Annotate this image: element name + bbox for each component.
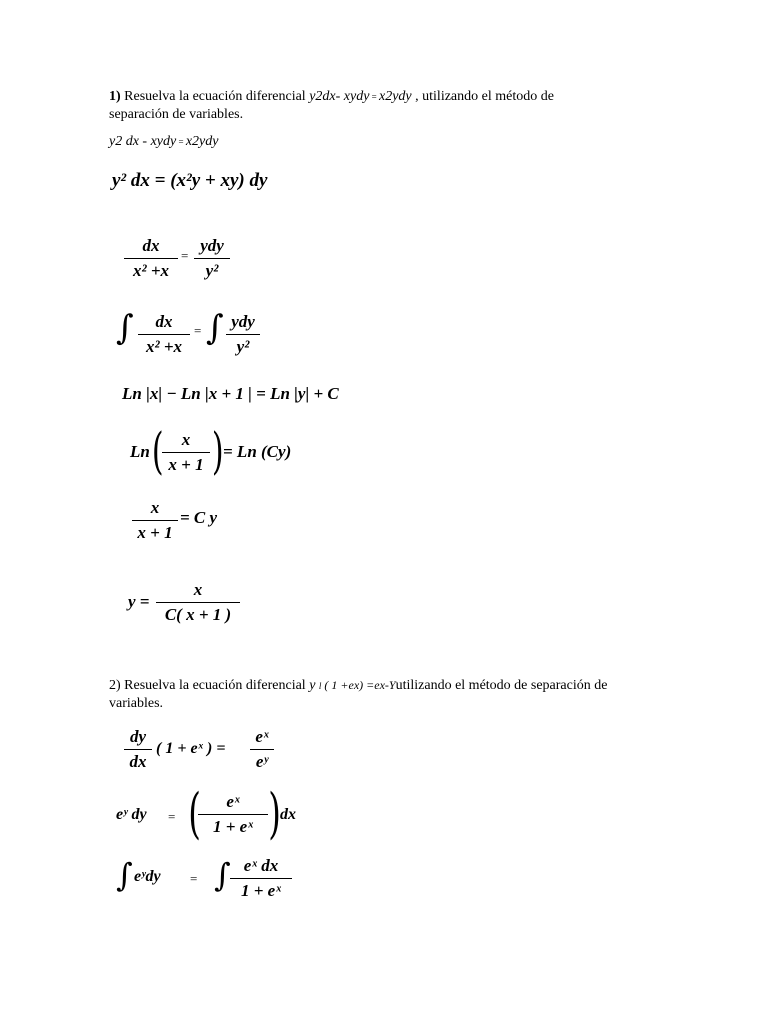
problem-1-number: 1) [109, 89, 121, 104]
problem-1-text-a: Resuelva la ecuación diferencial [120, 89, 310, 104]
p2-step3-den: 1 + eˣ [240, 881, 281, 900]
p2-step3-num: eˣ dx [243, 856, 279, 875]
p2-step3-lhs: eʸdy [134, 868, 161, 885]
p2-step3-fraction [230, 856, 292, 901]
right-paren: ) [268, 782, 281, 845]
fraction-bar [230, 878, 292, 879]
problem-2-text-b: utilizando el método de separación de variables. [109, 678, 608, 711]
left-paren: ( [151, 422, 164, 480]
p2-step2-den: 1 + eˣ [212, 817, 253, 836]
problem-2-number: 2) [109, 678, 121, 693]
fraction-bar [250, 749, 274, 750]
p1-step5-num: x [181, 430, 191, 449]
p1-step3-rhs-den: y² [236, 337, 250, 356]
p1-step6-fraction [132, 498, 178, 543]
fraction-bar [124, 258, 178, 259]
p1-step2-rhs-num: ydy [200, 236, 224, 255]
p2-step1-rhs-fraction [250, 727, 274, 772]
fraction-bar [132, 520, 178, 521]
fraction-bar [124, 749, 152, 750]
integral-sign: ∫ [214, 856, 231, 894]
p2-step1-middle: ( 1 + eˣ ) = [156, 740, 226, 757]
problem-1-equals: = [369, 92, 379, 102]
problem-1-equation-a: y2dx- xydy [309, 89, 370, 104]
p1-step3-lhs-num: dx [155, 312, 173, 331]
problem-2-prime: l [318, 681, 322, 691]
p1-step2-rhs-fraction [194, 236, 230, 281]
problem-2-statement [109, 677, 609, 712]
p1-step5-den: x + 1 [168, 455, 204, 474]
p2-step2-fraction [198, 792, 268, 837]
p1-step2-equals: = [181, 248, 189, 263]
p1-step3-lhs-fraction [138, 312, 190, 357]
right-paren: ) [211, 422, 224, 480]
p2-step1-lhs-fraction [124, 727, 152, 772]
p2-step1-rhs-den: eʸ [255, 752, 269, 771]
p1-step3-equals: = [194, 323, 202, 338]
fraction-bar [194, 258, 230, 259]
p1-step7-num: x [193, 580, 203, 599]
problem-1-text-b: , utilizando el método de separación de variables. [109, 89, 554, 122]
p2-step3-equals: = [190, 871, 198, 886]
fraction-bar [198, 814, 268, 815]
fraction-bar [138, 334, 190, 335]
p1-step7-den: C( x + 1 ) [164, 605, 232, 624]
p1-step3-rhs-fraction [226, 312, 260, 357]
problem-2-equation-b: ( 1 +ex) =ex-Y [321, 678, 396, 692]
p1-step2-lhs-fraction [124, 236, 178, 281]
integral-sign: ∫ [116, 856, 133, 894]
p1-step7-lhs: y = [128, 592, 150, 611]
p1-step5-fraction [162, 430, 210, 475]
integral-sign: ∫ [116, 308, 134, 348]
p2-step1-den: dx [129, 752, 147, 771]
restate-a: y2 dx - xydy [109, 134, 177, 149]
fraction-bar [156, 602, 240, 603]
p1-step2-lhs-num: dx [142, 236, 160, 255]
p1-step6-den: x + 1 [137, 523, 173, 542]
problem-1-equation-b: x2ydy [379, 89, 412, 104]
p1-step2-lhs-den: x² +x [132, 261, 170, 280]
problem-2-text-a: Resuelva la ecuación diferencial [120, 678, 310, 693]
p2-step1-num: dy [129, 727, 147, 746]
p1-step3-rhs-num: ydy [231, 312, 255, 331]
p1-step2-rhs-den: y² [205, 261, 219, 280]
problem-2-equation-a: y [309, 678, 319, 693]
p1-step1-equation: y² dx = (x²y + xy) dy [112, 170, 268, 191]
fraction-bar [162, 452, 210, 453]
p2-step2-equals: = [168, 809, 176, 824]
problem-1-restatement [109, 133, 609, 151]
p2-step2-lhs: eʸ dy [116, 806, 147, 823]
problem-1-statement [109, 88, 609, 123]
p1-step4-equation: Ln |x| − Ln |x + 1 | = Ln |y| + C [122, 384, 339, 403]
p2-step1-rhs-num: eˣ [255, 727, 269, 746]
p1-step3-lhs-den: x² +x [145, 337, 183, 356]
p2-step2-dx: dx [280, 806, 296, 823]
p1-step5-ln: Ln [130, 442, 150, 461]
left-paren: ( [188, 782, 201, 845]
p1-step6-num: x [150, 498, 160, 517]
p1-step6-rhs: = C y [180, 508, 218, 527]
p1-step7-fraction [156, 580, 240, 625]
restate-equals: = [176, 137, 186, 147]
integral-sign: ∫ [206, 308, 224, 348]
p2-step2-num: eˣ [226, 792, 240, 811]
fraction-bar [226, 334, 260, 335]
p1-step5-rhs: = Ln (Cy) [223, 442, 292, 461]
restate-b: x2ydy [185, 134, 219, 149]
